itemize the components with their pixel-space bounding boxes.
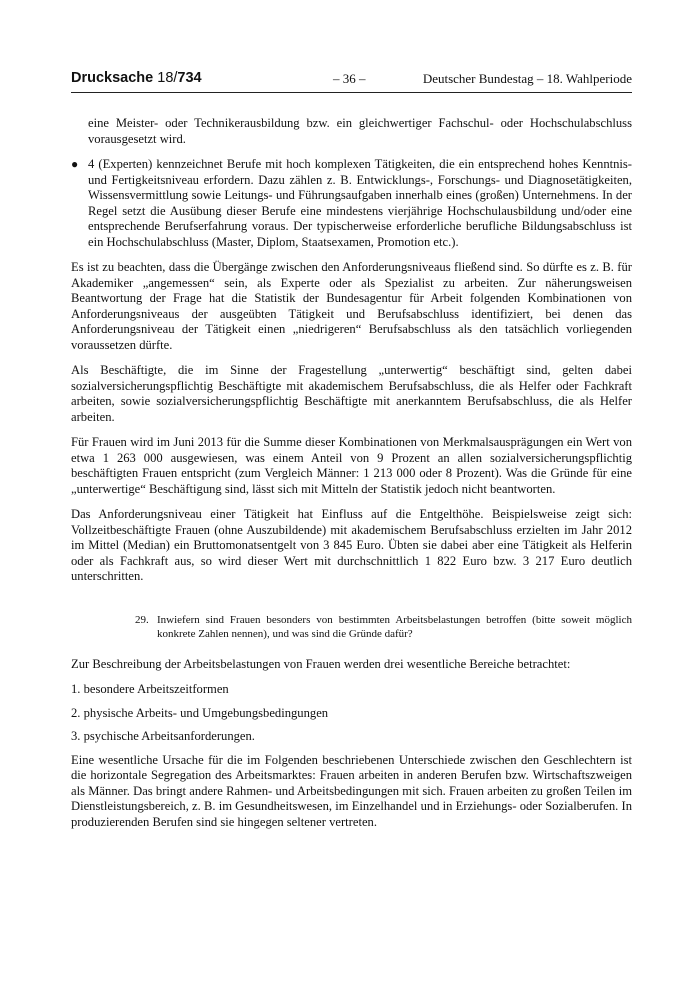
question-text: Inwiefern sind Frauen besonders von bestimmten Arbeitsbelastungen betroffen (bitte soweit möglich konkrete Zahlen nennen), und was sind die Gründe dafür? — [157, 613, 632, 640]
bullet-item-experts — [71, 157, 632, 250]
bullet-icon: ● — [71, 157, 79, 171]
doc-number-prefix: 18/ — [157, 70, 178, 86]
paragraph-workload-areas: Zur Beschreibung der Arbeitsbelastungen von Frauen werden drei wesentliche Bereiche betrachtet: — [71, 656, 571, 671]
list-item: 1. besondere Arbeitszeitformen — [71, 682, 229, 696]
paragraph-women-statistics: Für Frauen wird im Juni 2013 für die Summe dieser Kombinationen von Merkmalsausprägungen ein Wert von etwa 1 263 000 ausgewiesen, was einem Anteil von 9 Prozent an allen sozialversicherungspflichtig beschäftigten Frauen entspricht (zum Vergleich Männer: 1 213 000 oder 8 Prozent). Was die Gründe für eine „unterwertige“ Beschäftigung sind, lässt sich mit Mitteln der Statistik jedoch nicht beantworten. — [71, 435, 632, 496]
paragraph-wage-effect: Das Anforderungsniveau einer Tätigkeit hat Einfluss auf die Entgelthöhe. Beispielsweise zeigt sich: Vollzeitbeschäftigte Frauen (ohne Auszubildende) mit akademischem Berufsabschluss erzielten im Jahr 2012 im Mittel (Median) ein Bruttomonatsentgelt von 3 845 Euro. Übten sie dabei aber eine Tätigkeit als Helferin oder als Fachkraft aus, so wird dieser Wert mit durchschnittlich 1 822 Euro bzw. 3 217 Euro deutlich unterschritten. — [71, 507, 632, 583]
document-reference — [71, 70, 202, 86]
page-number: – 36 – — [333, 71, 366, 86]
list-item: 2. physische Arbeits- und Umgebungsbedingungen — [71, 705, 329, 720]
question-29 — [135, 613, 632, 641]
paragraph-segregation: Eine wesentliche Ursache für die im Folgenden beschriebenen Unterschiede zwischen den Geschlechtern ist die horizontale Segregation des Arbeitsmarktes: Frauen arbeiten in anderen Berufen bzw. Wirtschaftszweigen als Männer. Das bringt andere Rahmen- und Arbeitsbedingungen mit sich. Frauen arbeiten zu großen Teilen im Dienstleistungsbereich, z. B. im Gesundheitswesen, im Einzelhandel und in Erziehungs- oder Sozialberufen. In produzierenden Berufen sind sie hingegen seltener vertreten. — [71, 752, 632, 829]
paragraph-underemployed-definition: Als Beschäftigte, die im Sinne der Fragestellung „unterwertig“ beschäftigt sind, gelten dabei sozialversicherungspflichtig Beschäftigte mit akademischem Berufsabschluss, die als Helfer oder Fachkraft arbeiten, sowie sozialversicherungspflichtig Beschäftigte mit anerkanntem Berufsabschluss, die als Helfer arbeiten. — [71, 363, 632, 424]
bullet-text: 4 (Experten) kennzeichnet Berufe mit hoch komplexen Tätigkeiten, die ein entsprechend hohes Kenntnis- und Fertigkeitsniveau erfordern. Dazu zählen z. B. Entwicklungs-, Forschungs- und Diagnosetätigkeiten, Wissensvermittlung sowie Leitungs- und Führungsaufgaben innerhalb eines (großen) Unternehmens. In der Regel setzt die Ausübung dieser Berufe eine mindestens vierjährige Hochschulausbildung und/oder eine entsprechende Berufserfahrung voraus. Der typischerweise erforderliche berufliche Bildungsabschluss ist ein Hochschulabschluss (Master, Diplom, Staatsexamen, Promotion etc.). — [88, 157, 632, 249]
list-item: 3. psychische Arbeitsanforderungen. — [71, 729, 255, 743]
paragraph-transitions: Es ist zu beachten, dass die Übergänge zwischen den Anforderungsniveaus fließend sind. So dürfte es z. B. für Akademiker „angemessen“ sein, als Experte oder als Spezialist zu arbeiten. Zur näherungsweisen Beantwortung der Frage hat die Statistik der Bundesagentur für Arbeit folgenden Kombinationen von Anforderungsniveaus der ausgeübten Tätigkeit und Berufsabschluss identifiziert, bei denen das Anforderungsniveau der Tätigkeit einen „niedrigeren“ Berufsabschluss als den tatsächlich vorliegenden voraussetzen dürfte. — [71, 260, 632, 352]
question-number: 29. — [135, 613, 149, 626]
continued-paragraph: eine Meister- oder Technikerausbildung bzw. ein gleichwertiger Fachschul- oder Hochschulabschluss vorausgesetzt wird. — [88, 116, 632, 146]
doc-label: Drucksache — [71, 70, 154, 86]
page-header — [71, 68, 632, 93]
institution-label: Deutscher Bundestag – 18. Wahlperiode — [422, 71, 632, 86]
page-content — [71, 116, 632, 840]
doc-number: 734 — [177, 70, 202, 86]
